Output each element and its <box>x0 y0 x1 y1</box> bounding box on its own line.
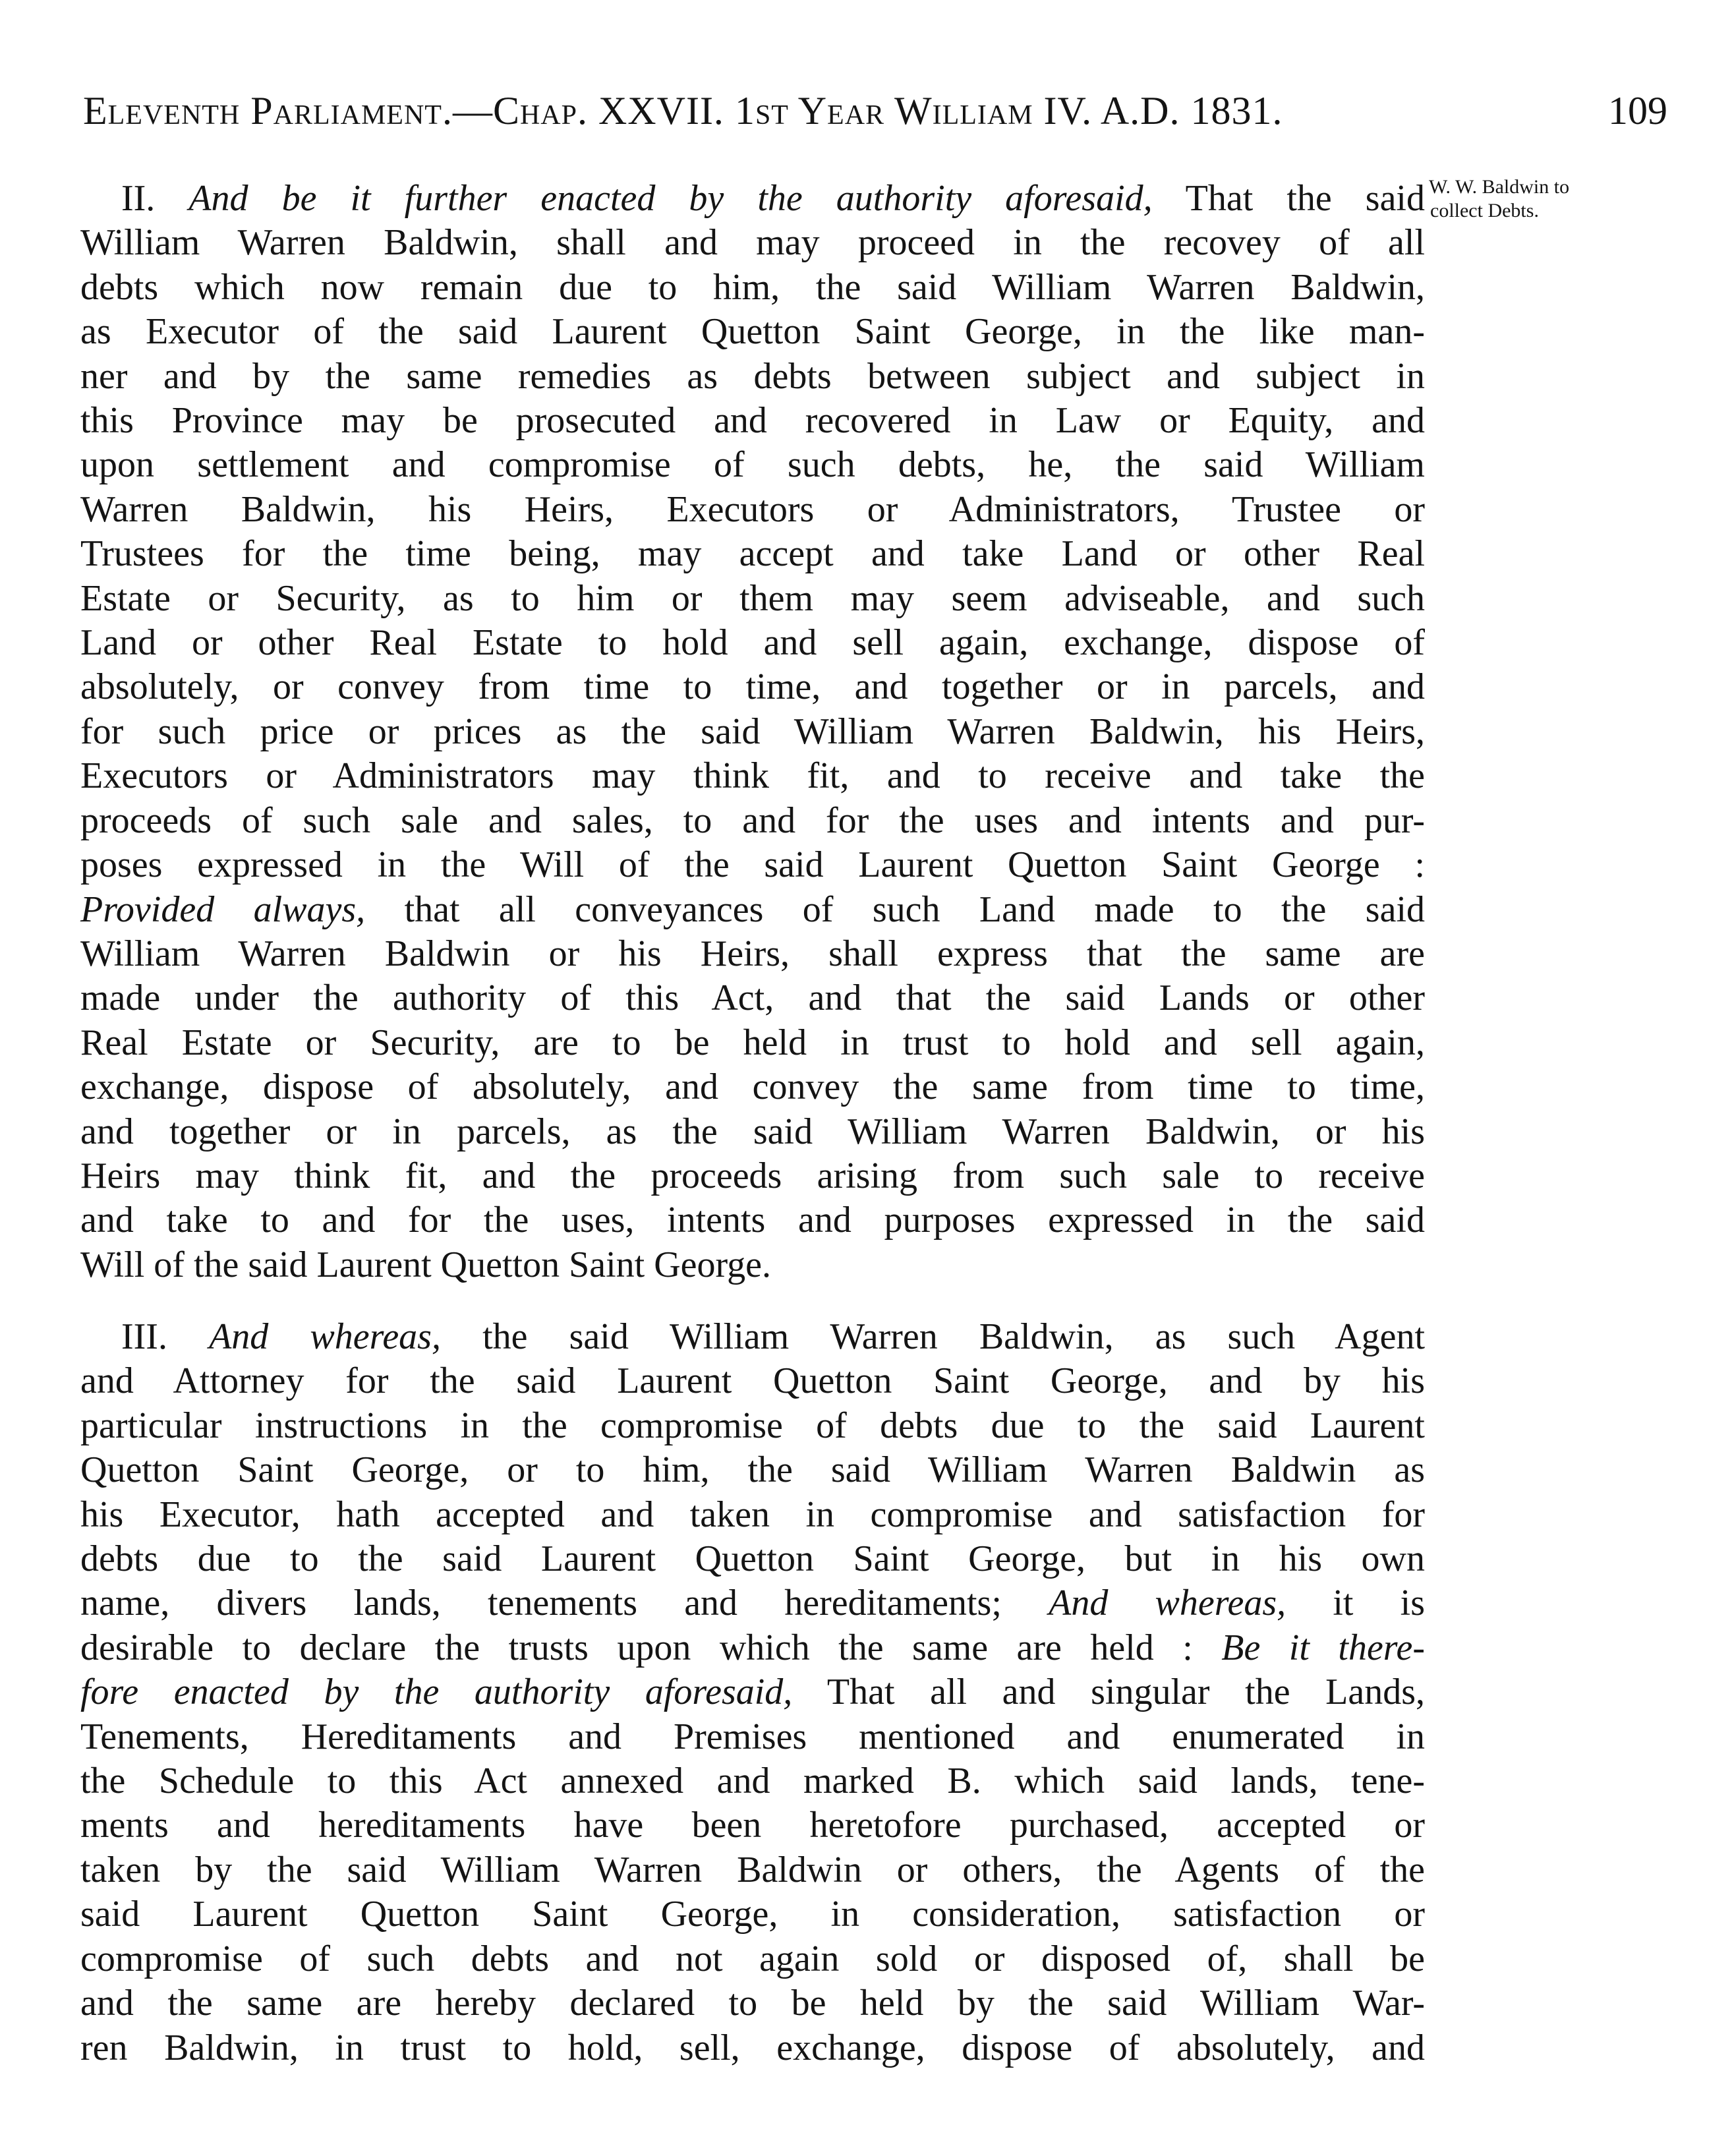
whereas-clause: And whereas, <box>1049 1583 1286 1624</box>
paragraph-line: name, divers lands, tenements and hereditaments; And whereas, it is <box>80 1583 1426 1624</box>
whereas-clause: And whereas, <box>209 1316 441 1357</box>
paragraph-line: for such price or prices as the said William Warren Baldwin, his Heirs, <box>80 711 1425 752</box>
paragraph-line: upon settlement and compromise of such debts, he, the said William <box>80 444 1425 486</box>
enacting-clause: And be it further enacted by the authority aforesaid, <box>188 178 1153 219</box>
paragraph-line: Warren Baldwin, his Heirs, Executors or Administrators, Trustee or <box>80 488 1425 530</box>
paragraph-line: poses expressed in the Will of the said Laurent Quetton Saint George : <box>80 844 1425 886</box>
paragraph-line: said Laurent Quetton Saint George, in consideration, satisfaction or <box>80 1894 1425 1935</box>
paragraph-line: William Warren Baldwin, shall and may proceed in the recovey of all <box>80 222 1425 264</box>
paragraph-line: Estate or Security, as to him or them may seem adviseable, and such <box>80 577 1425 619</box>
paragraph-line: desirable to declare the trusts upon which the same are held : Be it there- <box>80 1627 1426 1668</box>
paragraph-line: Provided always, that all conveyances of such Land made to the said <box>80 889 1426 930</box>
paragraph-line: Land or other Real Estate to hold and sell again, exchange, dispose of <box>80 622 1425 664</box>
paragraph-line: III. And whereas, the said William Warren Baldwin, as such Agent <box>121 1316 1426 1357</box>
marginal-note <box>1429 175 1646 223</box>
paragraph-line: Tenements, Hereditaments and Premises mentioned and enumerated in <box>80 1716 1425 1757</box>
paragraph-line: Will of the said Laurent Quetton Saint George. <box>80 1244 772 1285</box>
running-header <box>83 84 1434 137</box>
header-dash: .— <box>442 89 493 132</box>
paragraph-line: ments and hereditaments have been heretofore purchased, accepted or <box>80 1805 1425 1846</box>
paragraph-line: absolutely, or convey from time to time, and together or in parcels, and <box>80 666 1425 708</box>
enacting-clause: fore enacted by the authority aforesaid, <box>80 1672 793 1713</box>
paragraph-line: and take to and for the uses, intents and purposes expressed in the said <box>80 1200 1425 1241</box>
paragraph-line: particular instructions in the compromise of debts due to the said Laurent <box>80 1405 1425 1446</box>
paragraph-line: debts due to the said Laurent Quetton Saint George, but in his own <box>80 1538 1425 1580</box>
paragraph-line: William Warren Baldwin or his Heirs, shall express that the same are <box>80 933 1425 974</box>
paragraph-line: and Attorney for the said Laurent Quetton Saint George, and by his <box>80 1360 1425 1402</box>
paragraph-line: Executors or Administrators may think fit, and to receive and take the <box>80 755 1425 797</box>
paragraph-line: taken by the said William Warren Baldwin or others, the Agents of the <box>80 1849 1425 1890</box>
paragraph-line: ner and by the same remedies as debts between subject and subject in <box>80 355 1425 397</box>
page-number: 109 <box>1608 89 1667 132</box>
paragraph-line: exchange, dispose of absolutely, and convey the same from time to time, <box>80 1066 1425 1108</box>
header-parliament: Eleventh Parliament <box>83 89 442 132</box>
paragraph-line: his Executor, hath accepted and taken in compromise and satisfaction for <box>80 1494 1425 1535</box>
marginal-note-line: W. W. Baldwin to <box>1429 176 1570 198</box>
paragraph-line: fore enacted by the authority aforesaid, That all and singular the Lands, <box>80 1672 1425 1713</box>
section-2-paragraph <box>80 177 1425 1287</box>
paragraph-line: ren Baldwin, in trust to hold, sell, exchange, dispose of absolutely, and <box>80 2027 1425 2068</box>
paragraph-line: made under the authority of this Act, and that the said Lands or other <box>80 977 1425 1019</box>
paragraph-line: Real Estate or Security, are to be held in trust to hold and sell again, <box>80 1022 1425 1063</box>
paragraph-line: Trustees for the time being, may accept and take Land or other Real <box>80 533 1425 575</box>
marginal-note-line: collect Debts. <box>1430 200 1539 221</box>
paragraph-line: and together or in parcels, as the said William Warren Baldwin, or his <box>80 1111 1425 1152</box>
paragraph-line: the Schedule to this Act annexed and marked B. which said lands, tene- <box>80 1761 1425 1802</box>
paragraph-line: this Province may be prosecuted and recovered in Law or Equity, and <box>80 400 1425 442</box>
paragraph-line: compromise of such debts and not again sold or disposed of, shall be <box>80 1938 1425 1979</box>
paragraph-line: II. And be it further enacted by the authority aforesaid, That the said <box>121 178 1425 219</box>
paragraph-line: proceeds of such sale and sales, to and for the uses and intents and pur- <box>80 800 1425 841</box>
section-number: III. <box>121 1316 167 1357</box>
paragraph-line: debts which now remain due to him, the said William Warren Baldwin, <box>80 266 1425 308</box>
paragraph-line: and the same are hereby declared to be held by the said William War- <box>80 1983 1425 2024</box>
proviso-clause: Provided always, <box>80 889 366 930</box>
paragraph-line: Quetton Saint George, or to him, the said William Warren Baldwin as <box>80 1449 1425 1491</box>
section-number: II. <box>121 178 156 219</box>
paragraph-line: as Executor of the said Laurent Quetton Saint George, in the like man- <box>80 311 1425 353</box>
header-year: A.D. 1831. <box>1100 89 1283 132</box>
header-regnal-year: 1st Year William IV. <box>734 89 1093 132</box>
header-chapter: Chap. XXVII. <box>492 89 724 132</box>
paragraph-line: Heirs may think fit, and the proceeds arising from such sale to receive <box>80 1155 1425 1196</box>
section-3-paragraph <box>80 1315 1425 2070</box>
enacting-clause: Be it there- <box>1221 1627 1426 1668</box>
